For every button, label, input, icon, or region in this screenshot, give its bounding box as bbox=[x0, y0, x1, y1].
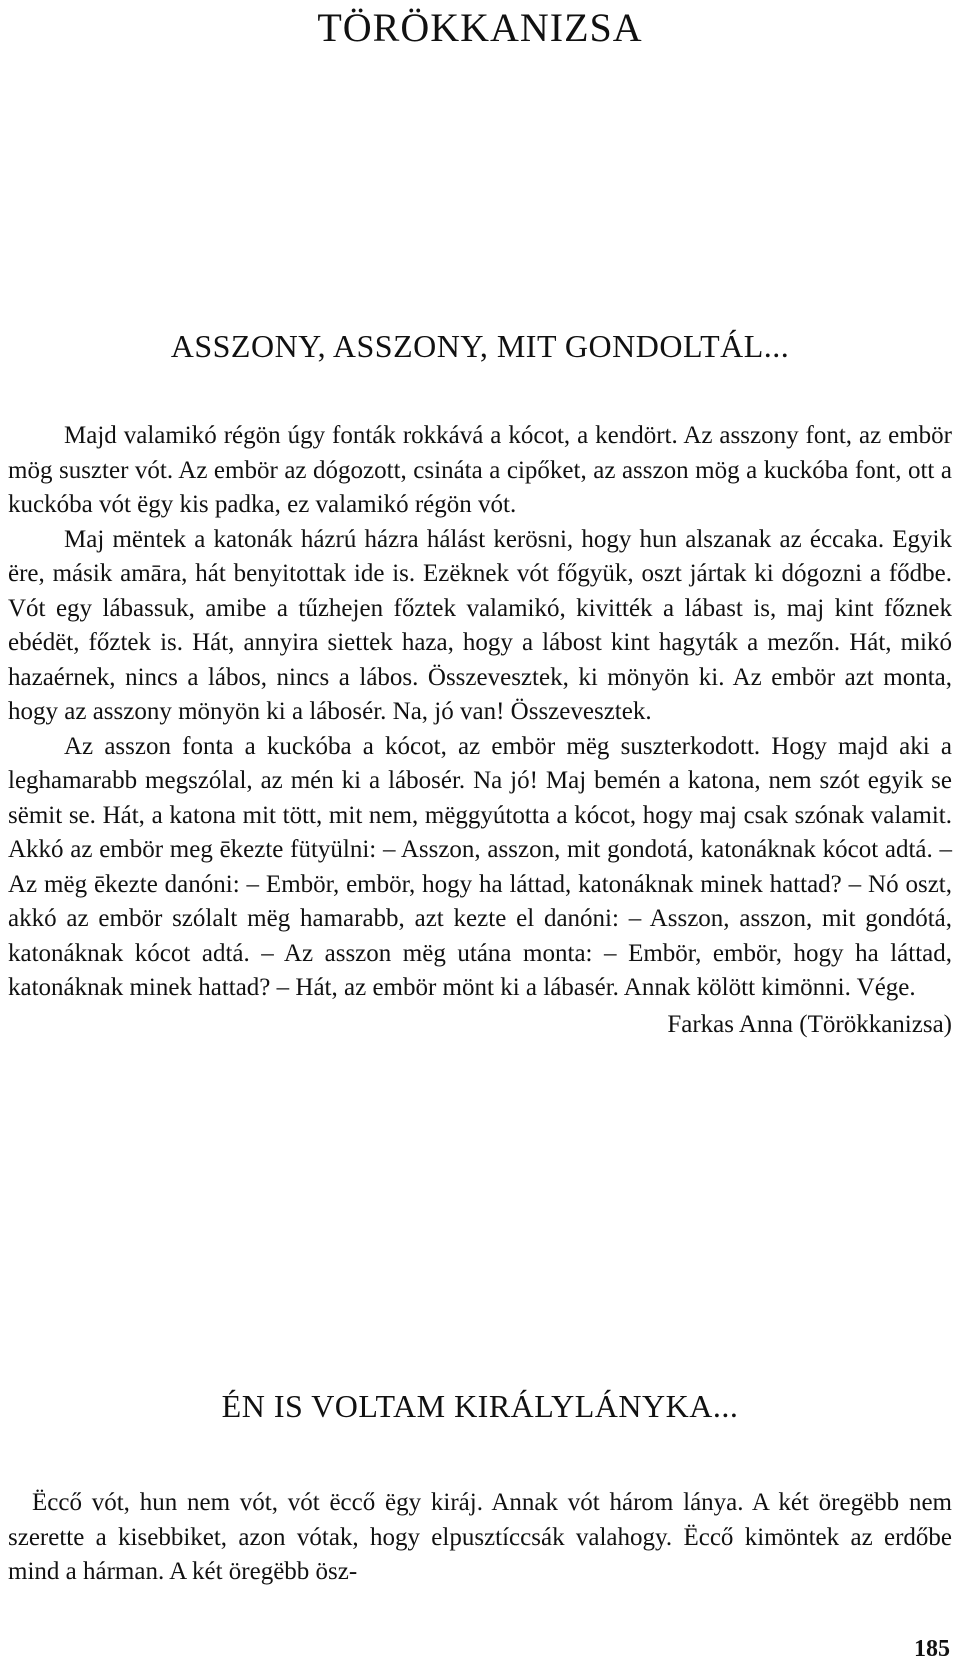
story-title-kiralylanyka: ÉN IS VOLTAM KIRÁLYLÁNYKA... bbox=[221, 1388, 739, 1424]
page-number: 185 bbox=[914, 1636, 950, 1662]
running-title: TÖRÖKKANIZSA bbox=[317, 5, 643, 50]
paragraph: Ëccő vót, hun nem vót, vót ëccő ëgy kiráj. Annak vót három lánya. A két öregëbb nem szerette a kisebbiket, azon vótak, hogy elpusztíccsák valahogy. Ëccő kimöntek az erdőbe mind a hárman. A két öregëbb ösz- bbox=[8, 1489, 952, 1585]
paragraph: Majd valamikó régön úgy fonták rokkává a kócot, a kendört. Az asszony font, az embör mög suszter vót. Az embör az dógozott, csináta a cipőket, az asszon mög a kuckóba font, ott a kuckóba vót ëgy kis padka, ez valamikó régön vót. bbox=[8, 422, 952, 518]
paragraph: Az asszon fonta a kuckóba a kócot, az embör mëg suszterkodott. Hogy majd aki a leghamarabb megszólal, az mén ki a lábosér. Na jó! Maj bemén a katona, nem szót egyik se sëmit se. Hát, a katona mit tött, mit nem, mëggyútotta a kócot, hogy maj csak szónak valamit. Akkó az embör meg ēkezte fütyülni: – Asszon, asszon, mit gondotá, katonáknak kócot adtá. – Az mëg ēkezte danóni: – Embör, embör, hogy ha láttad, katonáknak minek hattad? – Nó oszt, akkó az embör szólalt mëg hamarabb, azt kezte el danóni: – Asszon, asszon, mit gondótá, katonáknak kócot adtá. – Az asszon mëg utána monta: – Embör, embör, hogy ha láttad, katonáknak minek hattad? – Hát, az embör mönt ki a lábasér. Annak kölött kimönni. Vége. bbox=[8, 732, 952, 1001]
story-body-asszony bbox=[8, 419, 952, 1042]
paragraph: Maj mëntek a katonák házrú házra hálást kerösni, hogy hun alszanak az éccaka. Egyik ëre, másik amāra, hát benyitottak ide is. Ezëknek vót főgyük, oszt jártak ki dógozni a fődbe. Vót egy lábassuk, amibe a tűzhejen főztek valamikó, kivitték a lábast is, maj kint főznek ebédët, főztek is. Hát, annyira siettek haza, hogy a lábost kint hagyták a mezőn. Hát, mikó hazaérnek, nincs a lábos, nincs a lábos. Összevesztek, ki mönyön ki. Az embör azt monta, hogy az asszony mönyön ki a lábosér. Na, jó van! Összevesztek. bbox=[8, 525, 952, 725]
story-title-asszony: ASSZONY, ASSZONY, MIT GONDOLTÁL... bbox=[170, 328, 790, 364]
author-signature: Farkas Anna (Törökkanizsa) bbox=[667, 1010, 952, 1038]
story-body-kiralylanyka bbox=[8, 1486, 952, 1590]
